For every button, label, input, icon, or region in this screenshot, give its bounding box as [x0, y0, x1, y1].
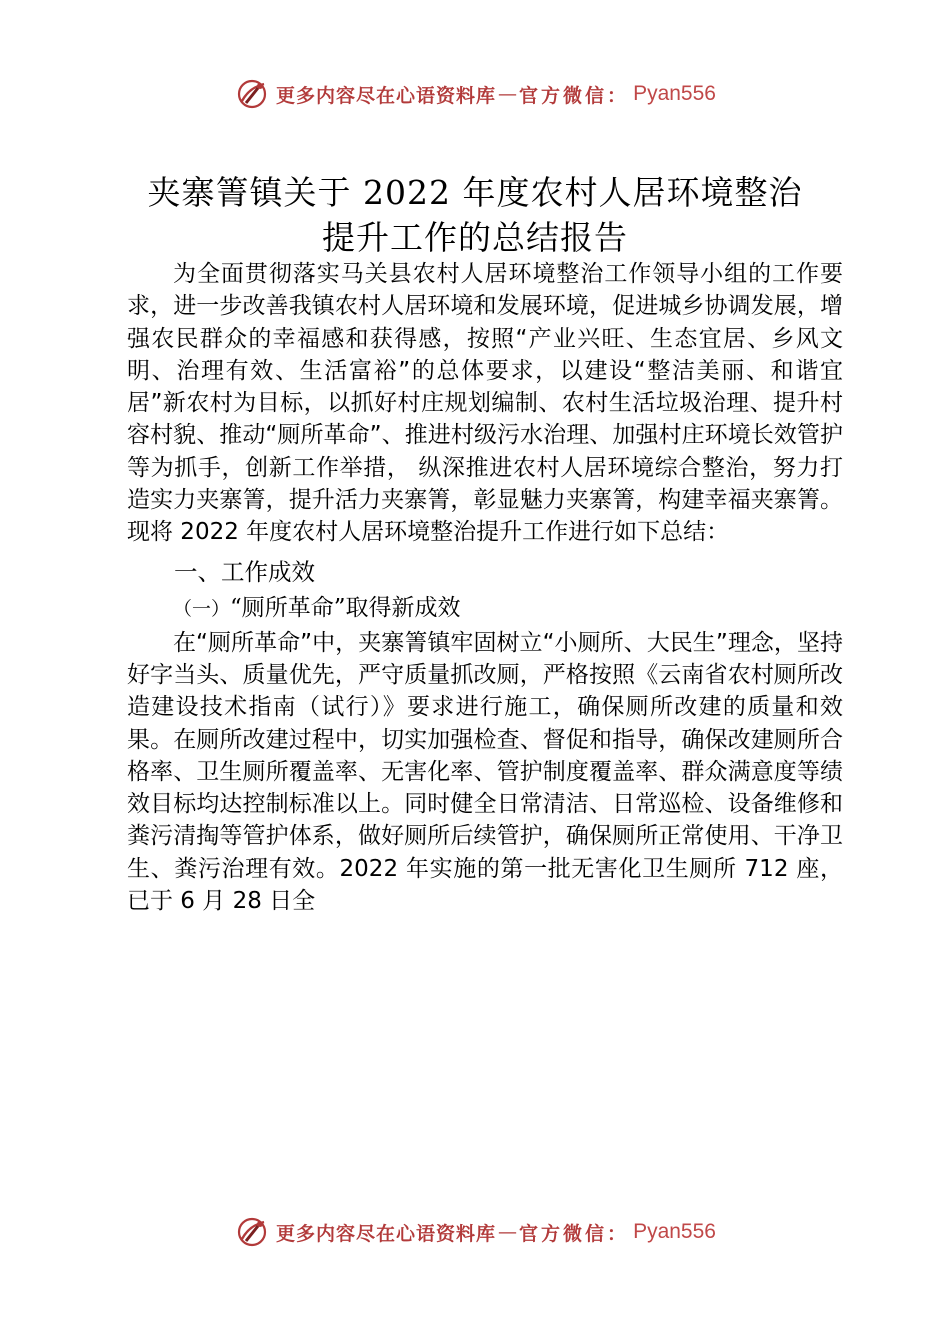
brand-logo-icon	[234, 76, 270, 112]
watermark-brand: 更多内容尽在心语资料库	[276, 84, 497, 107]
body-paragraph: 在“厕所革命”中，夹寨箐镇牢固树立“小厕所、大民生”理念，坚持好字当头、质量优先，严守质量抓改厕，严格按照《云南省农村厕所改造建设技术指南（试行）》要求进行施工，确保厕所改建的质量和效果。在厕所改建过程中，切实加强检查、督促和指导，确保改建厕所合格率、卫生厕所覆盖率、无害化率、管护制度覆盖率、群众满意度等绩效目标均达控制标准以上。同时健全日常清洁、日常巡检、设备维修和粪污清掏等管护体系，做好厕所后续管护，确保厕所正常使用、干净卫生、粪污治理有效。2022 年实施的第一批无害化卫生厕所 712 座，已于 6 月 28 日全	[127, 629, 843, 915]
watermark-contact-id: Pyan556	[633, 82, 716, 105]
document-title-line1: 夹寨箐镇关于 2022 年度农村人居环境整治	[147, 173, 803, 212]
subsection-number: （一）	[173, 597, 231, 620]
watermark-contact-label: 官方微信：	[519, 1222, 630, 1245]
intro-paragraph: 为全面贯彻落实马关县农村人居环境整治工作领导小组的工作要求，进一步改善我镇农村人居环境和发展环境，促进城乡协调发展，增强农民群众的幸福感和获得感，按照“产业兴旺、生态宜居、乡风文明、治理有效、生活富裕”的总体要求，以建设“整洁美丽、和谐宜居”新农村为目标，以抓好村庄规划编制、农村生活垃圾治理、提升村容村貌、推动“厕所革命”、推进村级污水治理、加强村庄环境长效管护等为抓手，创新工作举措， 纵深推进农村人居环境综合整治，努力打造实力夹寨箐，提升活力夹寨箐，彰显魅力夹寨箐，构建幸福夹寨箐。现将 2022 年度农村人居环境整治提升工作进行如下总结：	[127, 261, 843, 546]
watermark-dash: —	[498, 1221, 518, 1243]
watermark-footer	[0, 1210, 950, 1254]
document-title-line2: 提升工作的总结报告	[322, 218, 628, 257]
subsection-heading	[127, 592, 843, 625]
watermark-contact-label: 官方微信：	[519, 84, 630, 107]
subsection-title: “厕所革命”取得新成效	[230, 594, 461, 621]
document-body	[127, 258, 843, 917]
watermark-dash: —	[498, 83, 518, 105]
brand-logo-icon	[234, 1214, 270, 1250]
watermark-brand: 更多内容尽在心语资料库	[276, 1222, 497, 1245]
watermark-contact-id: Pyan556	[633, 1220, 716, 1243]
section-heading: 一、工作成效	[174, 557, 315, 586]
watermark-header	[0, 72, 950, 116]
